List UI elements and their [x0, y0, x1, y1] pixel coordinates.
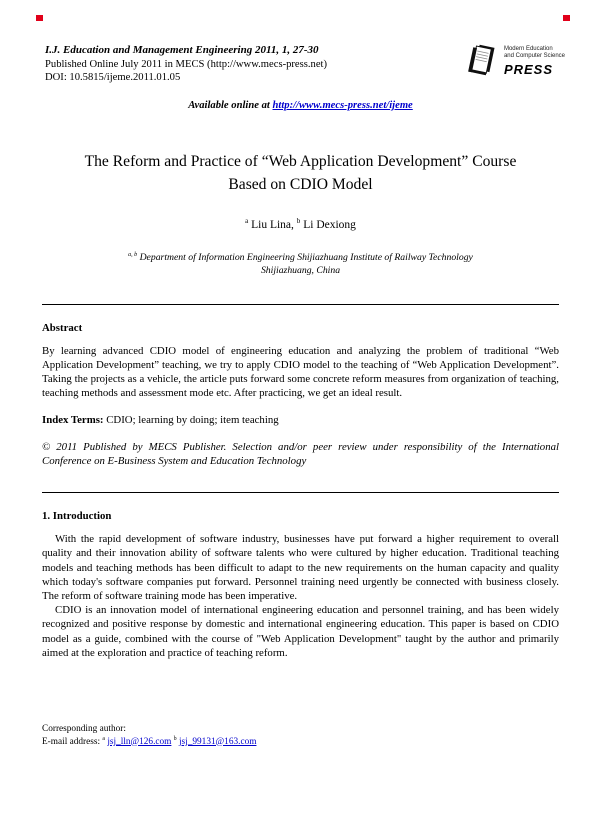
doi-line: DOI: 10.5815/ijeme.2011.01.05	[45, 72, 181, 84]
mecs-press-logo	[464, 42, 565, 80]
abstract-heading: Abstract	[42, 321, 83, 334]
affiliation-department: Department of Information Engineering Shijiazhuang Institute of Railway Technology	[139, 251, 473, 263]
affiliation-line-2: Shijiazhuang, China	[260, 264, 341, 276]
corresponding-author-label: Corresponding author:	[42, 724, 126, 734]
paper-title	[42, 150, 559, 196]
introduction-paragraph-2: CDIO is an innovation model of international engineering education and personnel training, and has been widely recognized and positive response by domestic and international engineering education. This paper is based on CDIO model as a guide, combined with the course of "Web Application Development" taught by the author and primarily aimed at the exploration and practice of teaching reform.	[42, 604, 559, 659]
available-online-line	[42, 100, 559, 111]
authors-line	[42, 216, 559, 231]
book-icon	[464, 42, 502, 80]
divider-bottom	[42, 492, 559, 493]
corner-mark-right	[563, 15, 570, 21]
footnote-block	[42, 723, 559, 748]
author-1-name: Liu Lina,	[251, 218, 294, 231]
published-online-line: Published Online July 2011 in MECS (http://www.mecs-press.net)	[45, 58, 327, 70]
journal-title: I.J. Education and Management Engineering 2011, 1, 27-30	[45, 44, 319, 56]
email-2-link[interactable]: jsj_99131@163.com	[178, 736, 257, 747]
affiliation-block	[42, 251, 559, 277]
author-2-name: Li Dexiong	[303, 218, 356, 231]
paper-title-line-1: The Reform and Practice of “Web Application Development” Course	[84, 152, 517, 170]
journal-header	[42, 44, 565, 85]
index-terms-label: Index Terms:	[42, 413, 104, 426]
divider-top	[42, 304, 559, 305]
affiliation-sup: a, b	[128, 251, 138, 258]
author-2-affiliation-sup: b	[296, 216, 301, 225]
available-online-prefix: Available online at	[188, 99, 273, 111]
email-address-label: E-mail address:	[42, 736, 103, 747]
journal-url-link[interactable]: http://www.mecs-press.net/ijeme	[272, 99, 413, 111]
email-address-line	[42, 736, 559, 749]
author-1-affiliation-sup: a	[245, 216, 249, 225]
affiliation-line-1	[42, 251, 559, 264]
logo-press-label: PRESS	[503, 61, 554, 77]
index-terms-line	[42, 413, 559, 427]
corner-mark-left	[36, 15, 43, 21]
logo-line-2: and Computer Science	[503, 52, 565, 59]
abstract-text: By learning advanced CDIO model of engineering education and analyzing the problem of traditional “Web Application Development” teaching, we try to apply CDIO model to the teaching of “Web Application Development”. Taking the projects as a vehicle, the article puts forward some concrete reform measures from organization of teaching, teaching methods and assessment mode etc. After practicing, we get an ideal result.	[42, 344, 559, 400]
index-terms-list: CDIO; learning by doing; item teaching	[103, 413, 279, 426]
email-1-sup: a	[102, 735, 105, 742]
introduction-paragraph-1: With the rapid development of software industry, businesses have put forward a higher requirement to overall quality and their innovation ability of software talents who were cultured by higher education. Traditional teaching models and teaching methods has been difficult to adapt to the new requirements on the human capacity and quality which today's software companies put forward. Personnel training need urgently be connected with business closely. The reform of software training mode has been imperative.	[42, 533, 559, 603]
email-2-sup: b	[173, 735, 177, 742]
logo-line-1: Modern Education	[503, 45, 553, 52]
paper-title-line-2: Based on CDIO Model	[228, 175, 373, 193]
copyright-notice: © 2011 Published by MECS Publisher. Selection and/or peer review under responsibility of the International Conference on E-Business System and Education Technology	[42, 440, 559, 467]
email-1-link[interactable]: jsj_lln@126.com	[107, 736, 172, 747]
section-1-heading: 1. Introduction	[42, 510, 112, 523]
